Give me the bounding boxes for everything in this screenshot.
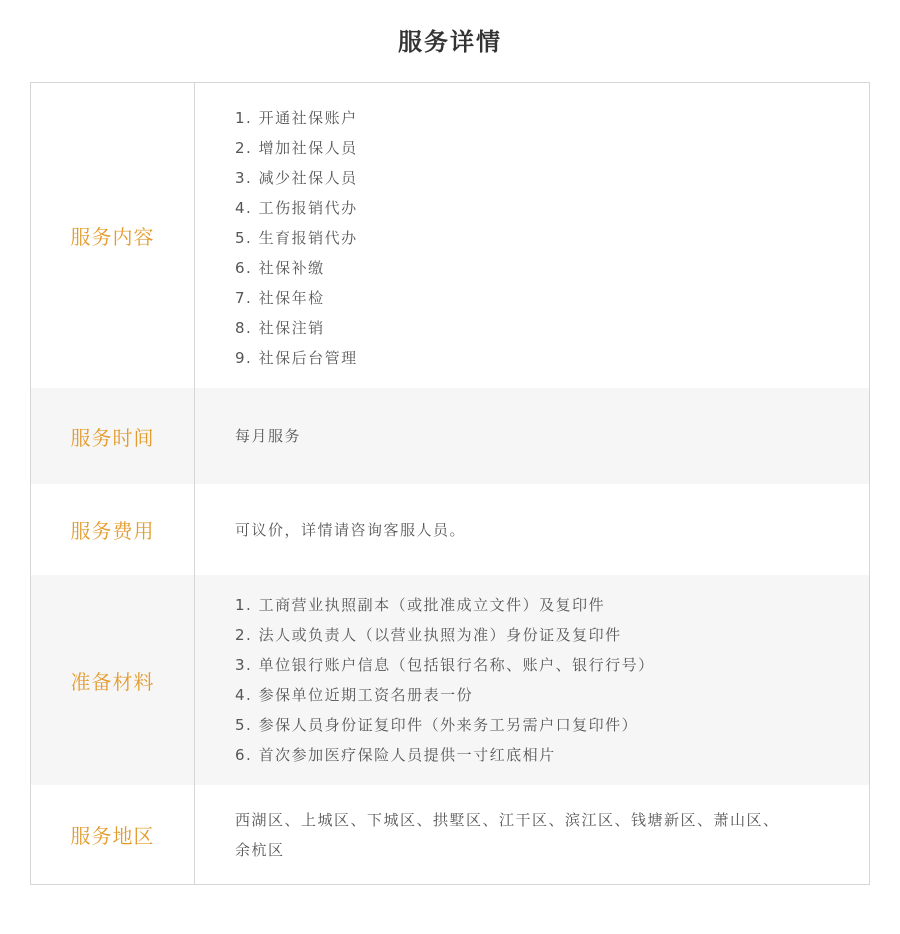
list-item: 每月服务 xyxy=(235,427,302,445)
list-item: 2. 法人或负责人（以营业执照为准）身份证及复印件 xyxy=(235,626,622,644)
list-item: 5. 参保人员身份证复印件（外来务工另需户口复印件） xyxy=(235,716,639,734)
row-label: 服务时间 xyxy=(31,388,195,484)
list-item: 6. 社保补缴 xyxy=(235,259,325,277)
list-item: 4. 工伤报销代办 xyxy=(235,199,358,217)
list-item: 1. 开通社保账户 xyxy=(235,109,358,127)
row-service-time xyxy=(31,388,869,484)
list-item: 西湖区、上城区、下城区、拱墅区、江干区、滨江区、钱塘新区、萧山区、 xyxy=(235,810,780,829)
row-service-content xyxy=(31,83,869,388)
row-content xyxy=(195,575,869,785)
list-item: 1. 工商营业执照副本（或批准成立文件）及复印件 xyxy=(235,596,606,614)
list-item: 3. 减少社保人员 xyxy=(235,169,358,187)
row-content xyxy=(195,785,869,884)
row-content xyxy=(195,484,869,575)
list-item: 余杭区 xyxy=(235,840,285,859)
row-materials xyxy=(31,575,869,785)
row-label: 服务地区 xyxy=(31,785,195,884)
list-item: 2. 增加社保人员 xyxy=(235,139,358,157)
row-label: 服务内容 xyxy=(31,83,195,388)
row-service-area xyxy=(31,785,869,884)
row-service-fee xyxy=(31,484,869,575)
list-item: 9. 社保后台管理 xyxy=(235,349,358,367)
row-content xyxy=(195,83,869,388)
list-item: 7. 社保年检 xyxy=(235,289,325,307)
list-item: 8. 社保注销 xyxy=(235,319,325,337)
list-item: 3. 单位银行账户信息（包括银行名称、账户、银行行号） xyxy=(235,656,655,674)
service-details-table xyxy=(30,82,870,885)
list-item: 4. 参保单位近期工资名册表一份 xyxy=(235,686,474,704)
page-title: 服务详情 xyxy=(398,28,502,56)
row-label: 准备材料 xyxy=(31,575,195,785)
list-item: 可议价，详情请咨询客服人员。 xyxy=(235,520,467,539)
row-label: 服务费用 xyxy=(31,484,195,575)
list-item: 6. 首次参加医疗保险人员提供一寸红底相片 xyxy=(235,746,556,764)
row-content xyxy=(195,388,869,484)
list-item: 5. 生育报销代办 xyxy=(235,229,358,247)
